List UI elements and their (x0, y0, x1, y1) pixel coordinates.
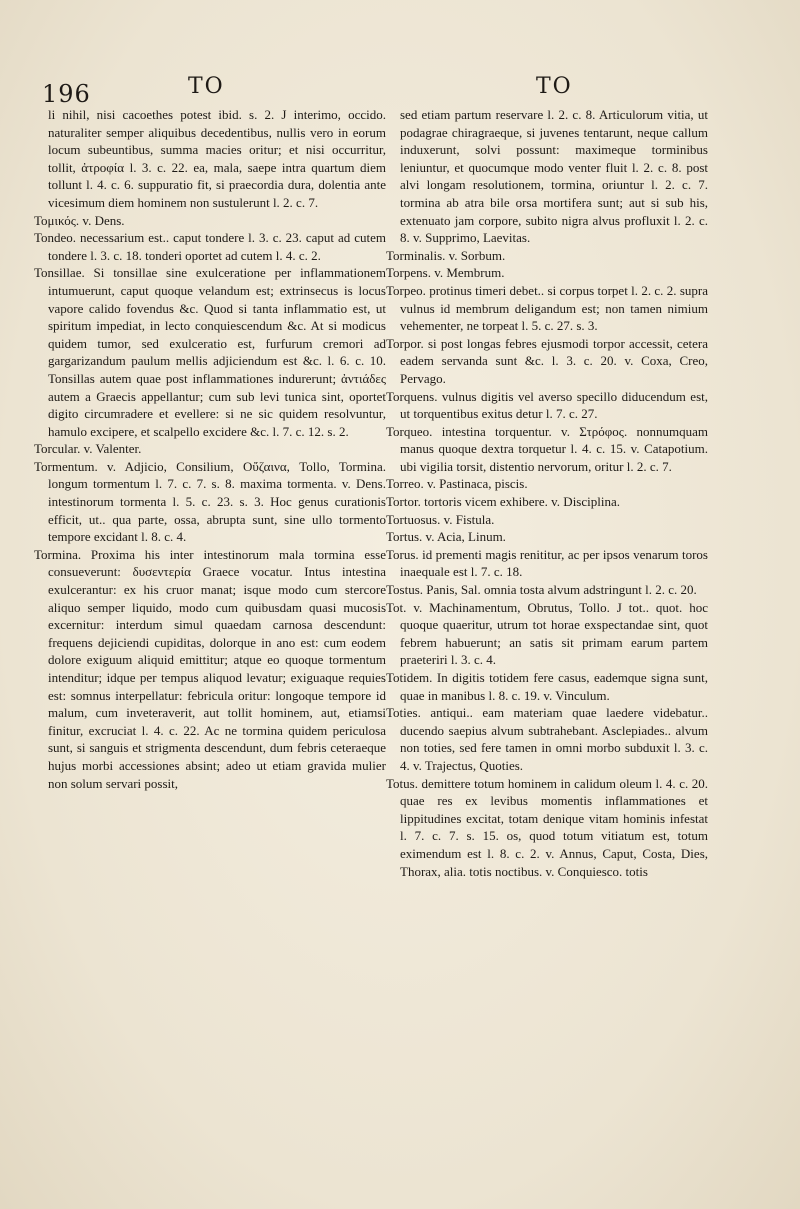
dictionary-entry: Torpor. si post longas febres ejusmodi torpor accessit, cetera eadem servanda sunt &c. l. 3. c. 20. v. Coxa, Creo, Pervago. (386, 335, 708, 386)
page-number: 196 (42, 80, 91, 108)
dictionary-entry: Tortor. tortoris vicem exhibere. v. Disciplina. (386, 494, 620, 510)
dictionary-entry: Torqueo. intestina torquentur. v. Στρόφος. nonnumquam manus quoque dextra torquetur l. 4. c. 15. v. Catapotium. ubi vigilia torsit, distentio nervorum, oritur l. 2. c. 7. (386, 423, 708, 474)
dictionary-entry: Torpens. v. Membrum. (386, 265, 505, 281)
running-head-right: TO (536, 74, 573, 99)
dictionary-entry: Totidem. In digitis totidem fere casus, eademque signa sunt, quae in manibus l. 8. c. 19. v. Vinculum. (386, 670, 708, 703)
dictionary-entry: Tormentum. v. Adjicio, Consilium, Οὔζαινα, Tollo, Tormina. longum tormentum l. 7. c. 7. s. 8. maxima tormenta. v. Dens. intestinorum tormenta l. 5. c. 23. s. 3. Hoc genus curationis efficit, ut.. qua parte, ossa, abrupta sunt, sine ullo tormento tempore excidant l. 8. c. 4. (34, 458, 386, 545)
dictionary-entry: Torpeo. protinus timeri debet.. si corpus torpet l. 2. c. 2. supra vulnus id membrum deligandum est; non tamen nimium vehementer, ne torpeat l. 5. c. 27. s. 3. (386, 282, 708, 334)
dictionary-entry: Torreo. v. Pastinaca, piscis. (386, 476, 528, 492)
left-column (34, 106, 386, 792)
dictionary-entry: Tormina. Proxima his inter intestinorum mala tormina esse consueverunt: δυσεντερία Graece vocatur. Intus intestina exulcerantur: ex his cruor manat; isque modo cum stercore aliquo semper liquido, modo cum quibusdam quasi mucosis excernitur: interdum simul quaedam carnosa descendunt: frequens dejiciendi cupiditas, dolorque in ano est: cum eodem dolore exiguum aliquid emittitur; atque eo quoque tormentum intenditur; idque per tempus aliquod levatur; exiguaque requies est: somnus interpellatur: febricula oritur: longoque tempore id malum, cum inveteraverit, aut tollit hominem, aut, etiamsi finitur, excruciat l. 4. c. 22. Ac ne tormina quidem periculosa sunt, si sanguis et strigmenta descendunt, dum febris ceteraeque hujus morbi accessiones absint; adeo ut etiam gravida mulier non solum servari possit, (34, 546, 386, 791)
dictionary-entry: sed etiam partum reservare l. 2. c. 8. Articulorum vitia, ut podagrae chiragraeque, si juvenes tentarunt, neque callum induxerunt, solvi possunt: maximeque torminibus leniuntur, et quocumque modo venter fluit l. 2. c. 8. post alvi longam resolutionem, tormina, oriuntur l. 2. c. 7. tormina ab atra bile orsa mortifera sunt; aut si sub his, extenuato jam corpore, subito nigra alvus profluxit l. 2. c. 8. v. Supprimo, Laevitas. (400, 107, 708, 246)
dictionary-entry: Toties. antiqui.. eam materiam quae laedere videbatur.. ducendo saepius alvum subtrahebant. Asclepiades.. alvum non toties, sed fere tamen in omni morbo subduxit l. 3. c. 4. v. Trajectus, Quoties. (386, 705, 708, 773)
dictionary-entry: Torcular. v. Valenter. (34, 441, 142, 457)
dictionary-entry: Tortus. v. Acia, Linum. (386, 529, 506, 545)
dictionary-entry: Τομικός. v. Dens. (34, 212, 125, 228)
dictionary-entry: Tortuosus. v. Fistula. (386, 511, 495, 527)
dictionary-entry: Totus. demittere totum hominem in calidum oleum l. 4. c. 20. quae res ex levibus momentis inflammationes et lippitudines excitat, totam denique vitam hominis infestat l. 7. c. 7. s. 15. os, quod totum vitiatum est, totum eximendum est l. 8. c. 2. v. Annus, Caput, Costa, Dies, Thorax, alia. totis noctibus. v. Conquiesco. totis (386, 775, 708, 879)
dictionary-entry: Tostus. Panis, Sal. omnia tosta alvum adstringunt l. 2. c. 20. (386, 582, 697, 598)
dictionary-entry: Torquens. vulnus digitis vel averso specillo diducendum est, ut torquentibus exitus detur l. 7. c. 27. (386, 388, 708, 422)
dictionary-entry: Torminalis. v. Sorbum. (386, 247, 506, 263)
dictionary-entry: Tonsillae. Si tonsillae sine exulceratione per inflammationem intumuerunt, caput quoque velandum est; extrinsecus is locus vapore calido fovendus &c. Quod si tanta inflammatio est, ut spiritum impediat, in lecto conquiescendum &c. At si modicus quidem tumor, sed exulceratio est, furfurum cremori ad gargarizandum paulum mellis adjiciendum est &c. l. 6. c. 10. Tonsillas autem quae post inflammationes indurerunt; ἀντιάδες autem a Graecis appellantur; cum sub levi tunica sint, oportet digito circumradere et evellere: si ne sic quidem resolvuntur, hamulo excipere, et scalpello excidere &c. l. 7. c. 12. s. 2. (34, 265, 386, 439)
right-column (386, 106, 708, 880)
dictionary-entry: Tondeo. necessarium est.. caput tondere l. 3. c. 23. caput ad cutem tondere l. 3. c. 18. tonderi oportet ad cutem l. 4. c. 2. (34, 230, 386, 263)
dictionary-entry: Tot. v. Machinamentum, Obrutus, Tollo. J tot.. quot. hoc quoque quaeritur, utrum tot horae exspectandae sint, quot febrem habuerunt; an satis sit primam earum partem praeteriri l. 3. c. 4. (386, 599, 708, 668)
running-head-left: TO (188, 74, 225, 99)
dictionary-entry: li nihil, nisi cacoethes potest ibid. s. 2. J interimo, occido. naturaliter semper aliquibus decedentibus, nullis vero in eorum locum subeuntibus, summa macies oritur; et nisi occurritur, tollit, ἀτροφία l. 3. c. 22. ea, mala, saepe intra quartum diem tollunt l. 4. c. 6. suppuratio fit, si praecordia dura, dolentia ante vicesimum diem hominem non sustulerunt l. 2. c. 7. (48, 107, 386, 210)
dictionary-entry: Torus. id prementi magis renititur, ac per ipsos venarum toros inaequale est l. 7. c. 18. (386, 546, 708, 580)
